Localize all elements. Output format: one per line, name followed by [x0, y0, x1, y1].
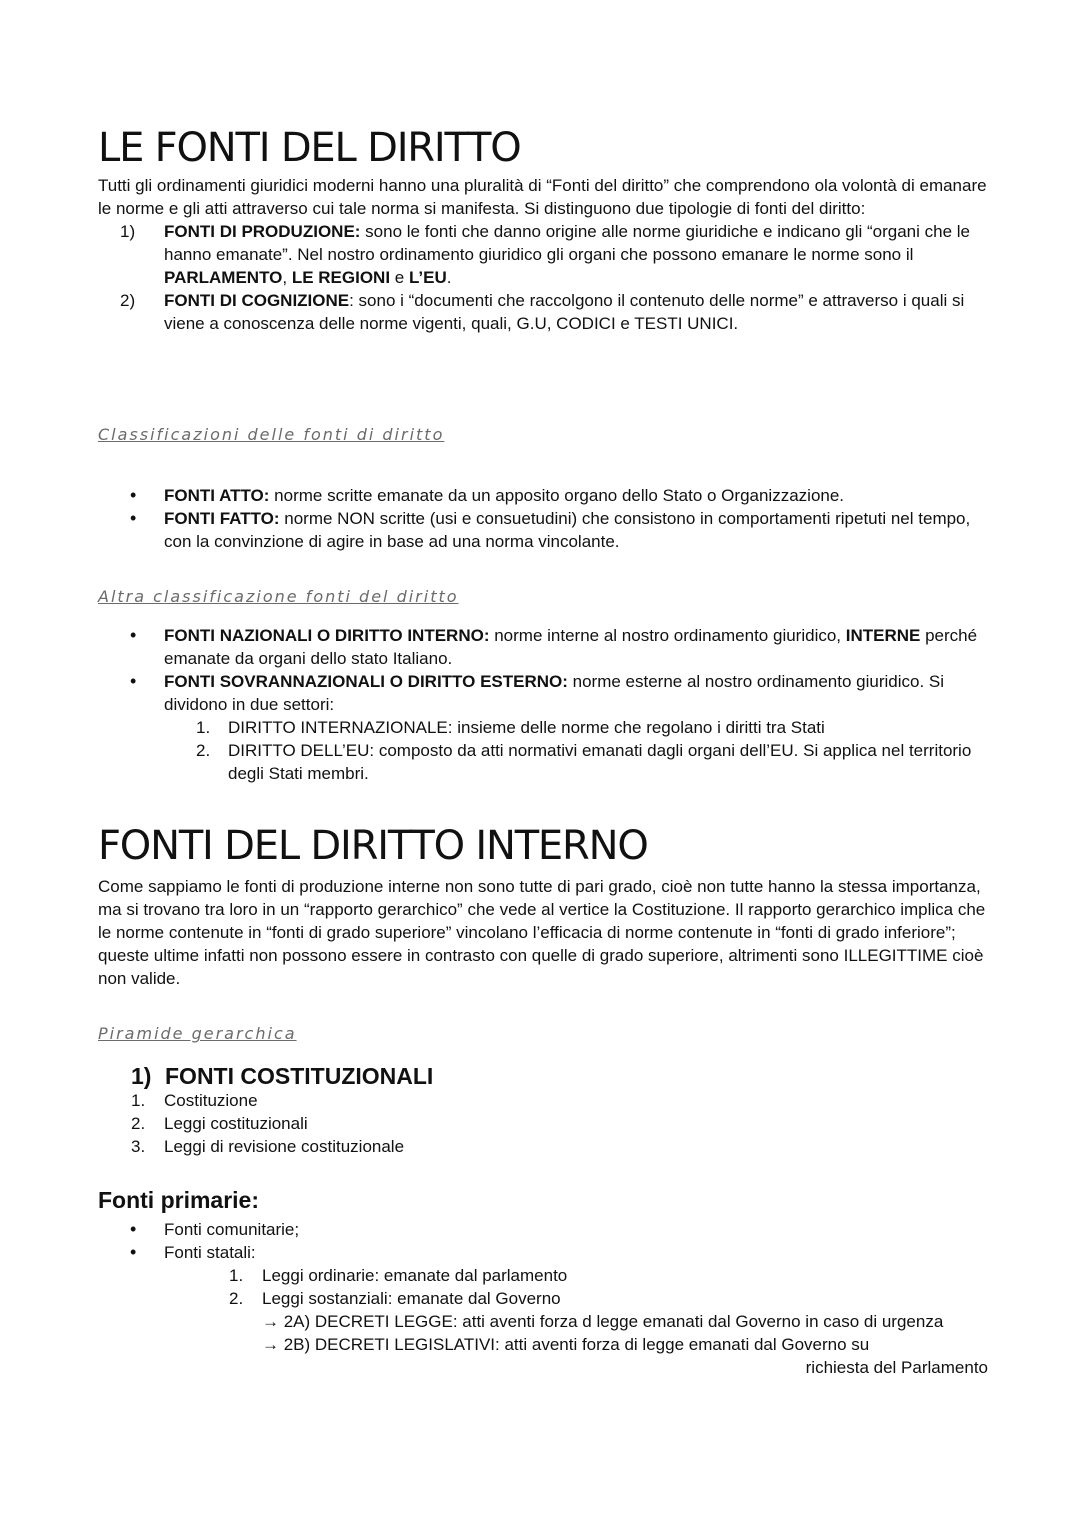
term-parlamento: PARLAMENTO	[164, 268, 283, 287]
list-item	[98, 624, 998, 670]
section-label: Piramide gerarchica	[98, 1024, 297, 1043]
item-text: : sono i “documenti che raccolgono il contenuto delle norme” e attraverso i quali si viene a conoscenza delle norme vigenti, quali, G.U, CODICI e TESTI UNICI.	[164, 291, 965, 333]
item-text: DIRITTO INTERNAZIONALE: insieme delle norme che regolano i diritti tra Stati	[228, 718, 825, 737]
section-fonti-diritto	[98, 124, 998, 335]
list-item	[98, 1135, 998, 1158]
item-text: norme NON scritte (usi e consuetudini) che consistono in comportamenti ripetuti nel tempo, con la convinzione di agire in base ad una norma vincolante.	[164, 509, 971, 551]
list-item	[98, 1264, 998, 1287]
list-item	[98, 484, 998, 507]
costituzionali-list	[98, 1089, 998, 1158]
separator: ,	[282, 268, 292, 287]
bullet: •	[130, 625, 137, 645]
fonti-primarie	[98, 1186, 998, 1214]
decreti-legislativi-end: richiesta del Parlamento	[805, 1358, 988, 1377]
subsection-number: 1)	[131, 1063, 152, 1089]
primarie-list-wrap	[98, 1218, 998, 1379]
settori-list	[98, 716, 998, 785]
item-number: 1.	[229, 1266, 244, 1285]
list-item	[98, 1089, 998, 1112]
item-term: FONTI DI COGNIZIONE	[164, 291, 350, 310]
list-item	[98, 507, 998, 553]
altra-list-wrap	[98, 624, 998, 785]
bullet: •	[130, 671, 137, 691]
item-number: 1.	[131, 1091, 146, 1110]
subsection-title	[131, 1062, 991, 1090]
decreti-legislativi-line: → 2B) DECRETI LEGISLATIVI: atti aventi forza di legge emanati dal Governo su	[262, 1335, 870, 1354]
altra-list	[98, 624, 998, 716]
section-piramide	[98, 1022, 998, 1045]
separator: e	[390, 268, 409, 287]
classificazioni-list-wrap	[98, 484, 998, 553]
intro-paragraph: Come sappiamo le fonti di produzione interne non sono tutte di pari grado, cioè non tutte hanno la stessa importanza, ma si trovano tra loro in un “rapporto gerarchico” che vede al vertice la Costituzione. Il rapporto gerarchico implica che le norme contenute in “fonti di grado superiore” vincolano l’efficacia di norme contenute in “fonti di grado inferiore”; queste ultime infatti non possono essere in contrasto con quelle di grado superiore, altrimenti sono ILLEGITTIME cioè non valide.	[98, 877, 986, 988]
list-item	[98, 739, 998, 785]
item-text: Fonti comunitarie;	[164, 1220, 300, 1239]
primarie-list	[98, 1218, 998, 1264]
fonti-costituzionali	[131, 1062, 991, 1090]
statali-list	[98, 1264, 998, 1310]
item-text: norme scritte emanate da un apposito organo dello Stato o Organizzazione.	[269, 486, 845, 505]
bullet: •	[130, 1219, 137, 1239]
item-text: DIRITTO DELL’EU: composto da atti normativi emanati dagli organi dell’EU. Si applica nel territorio degli Stati membri.	[228, 741, 972, 783]
section-title: FONTI DEL DIRITTO INTERNO	[98, 823, 648, 869]
item-number: 2)	[120, 291, 136, 310]
bullet: •	[130, 485, 137, 505]
list-item	[98, 1287, 998, 1310]
item-text: sono le fonti che danno origine alle norme giuridiche e indicano gli “organi che le hanno emanate”. Nel nostro ordinamento giuridico gli organi che possono emanare le norme sono il	[164, 222, 971, 264]
item-term: FONTI ATTO:	[164, 486, 270, 505]
production-list	[98, 220, 998, 335]
section-label: Classificazioni delle fonti di diritto	[98, 425, 445, 444]
intro-paragraph: Tutti gli ordinamenti giuridici moderni hanno una pluralità di “Fonti del diritto” che comprendono ola volontà di emanare le norme e gli atti attraverso cui tale norma si manifesta. Si distinguono due tipologie di fonti del diritto:	[98, 176, 987, 218]
costituzionali-list-wrap	[98, 1089, 998, 1158]
section-label: Altra classificazione fonti del diritto	[98, 587, 459, 606]
section-diritto-interno	[98, 822, 998, 990]
decreti-legge-line: → 2A) DECRETI LEGGE: atti aventi forza d legge emanati dal Governo in caso di urgenza	[262, 1312, 944, 1331]
item-number: 2.	[131, 1114, 146, 1133]
list-item	[98, 1112, 998, 1135]
item-text: Leggi costituzionali	[164, 1114, 308, 1133]
item-text: Leggi sostanziali: emanate dal Governo	[262, 1289, 561, 1308]
list-item	[98, 220, 998, 289]
item-term: FONTI DI PRODUZIONE:	[164, 222, 361, 241]
item-number: 1)	[120, 222, 136, 241]
item-text: Leggi di revisione costituzionale	[164, 1137, 405, 1156]
item-text: norme interne al nostro ordinamento giuridico,	[489, 626, 846, 645]
bullet: •	[130, 508, 137, 528]
item-text: Fonti statali:	[164, 1243, 256, 1262]
term-regioni: LE REGIONI	[291, 268, 391, 287]
item-number: 2.	[196, 741, 211, 760]
item-term: FONTI NAZIONALI O DIRITTO INTERNO:	[164, 626, 490, 645]
item-number: 2.	[229, 1289, 244, 1308]
item-term: FONTI SOVRANNAZIONALI O DIRITTO ESTERNO:	[164, 672, 568, 691]
item-text: perché emanate da organi dello stato Italiano.	[164, 626, 978, 668]
page-title: LE FONTI DEL DIRITTO	[98, 125, 521, 171]
subsection-title-text: FONTI COSTITUZIONALI	[165, 1063, 434, 1089]
section-classificazioni	[98, 423, 998, 446]
bullet: •	[130, 1242, 137, 1262]
item-number: 1.	[196, 718, 211, 737]
section-altra-classificazione	[98, 585, 998, 608]
subsection-title: Fonti primarie:	[98, 1187, 260, 1213]
term-eu: L’EU	[408, 268, 447, 287]
period: .	[446, 268, 452, 287]
item-text: Leggi ordinarie: emanate dal parlamento	[262, 1266, 568, 1285]
list-item	[98, 670, 998, 716]
item-text: Costituzione	[164, 1091, 258, 1110]
list-item	[98, 716, 998, 739]
term-interne: INTERNE	[845, 626, 921, 645]
classificazioni-list	[98, 484, 998, 553]
list-item	[98, 1241, 998, 1264]
list-item	[98, 1218, 998, 1241]
list-item	[98, 289, 998, 335]
item-number: 3.	[131, 1137, 146, 1156]
item-text: norme esterne al nostro ordinamento giuridico. Si dividono in due settori:	[164, 672, 945, 714]
item-term: FONTI FATTO:	[164, 509, 280, 528]
